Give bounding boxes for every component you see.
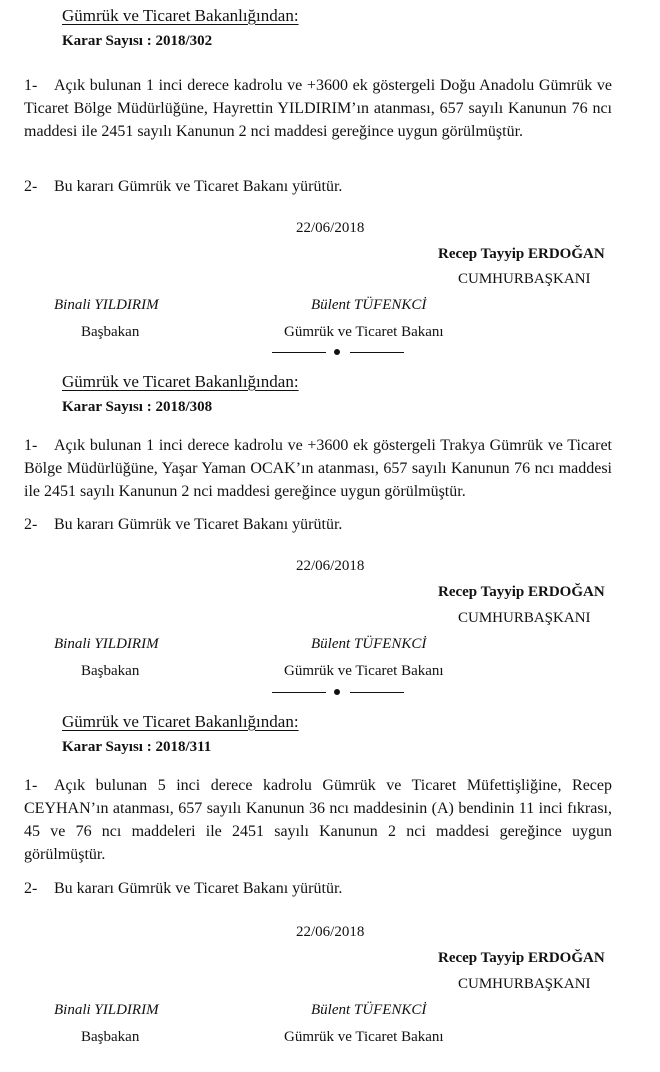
minister-title: Gümrük ve Ticaret Bakanı	[284, 663, 444, 679]
article-1	[24, 434, 612, 503]
minister-title: Gümrük ve Ticaret Bakanı	[284, 1029, 444, 1045]
article-2-number: 2-	[24, 516, 38, 533]
article-1-text: Açık bulunan 5 inci derece kadrolu Gümrük ve Ticaret Müfettişliğine, Recep CEYHAN’ın atanması, 657 sayılı Kanunun 36 ncı maddesinin (A) bendinin 11 inci fıkrası, 45 ve 76 ncı maddeleri ile 2451 sayılı Kanunun 2 nci maddesi gereğince uygun görülmüştür.	[24, 777, 612, 863]
decision-number: Karar Sayısı : 2018/302	[62, 33, 213, 49]
article-2-number: 2-	[24, 178, 38, 195]
president-title: CUMHURBAŞKANI	[458, 271, 591, 287]
minister-name: Bülent TÜFENKCİ	[311, 297, 427, 313]
article-1-number: 1-	[24, 77, 38, 94]
decision-date: 22/06/2018	[296, 924, 365, 940]
prime-minister-title: Başbakan	[81, 324, 140, 340]
article-1-number: 1-	[24, 777, 38, 794]
decision-date: 22/06/2018	[296, 558, 365, 574]
president-name: Recep Tayyip ERDOĞAN	[438, 246, 605, 262]
prime-minister-name: Binali YILDIRIM	[54, 297, 159, 313]
president-title: CUMHURBAŞKANI	[458, 610, 591, 626]
president-name: Recep Tayyip ERDOĞAN	[438, 584, 605, 600]
decision-number: Karar Sayısı : 2018/308	[62, 399, 213, 415]
article-1	[24, 774, 612, 866]
article-2-number: 2-	[24, 880, 38, 897]
article-1-text: Açık bulunan 1 inci derece kadrolu ve +3600 ek göstergeli Doğu Anadolu Gümrük ve Ticaret Bölge Müdürlüğüne, Hayrettin YILDIRIM’ın atanması, 657 sayılı Kanunun 76 ncı maddesi ile 2451 sayılı Kanunun 2 nci maddesi gereğince uygun görülmüştür.	[24, 77, 612, 140]
article-2-text: Bu kararı Gümrük ve Ticaret Bakanı yürütür.	[54, 178, 343, 195]
minister-title: Gümrük ve Ticaret Bakanı	[284, 324, 444, 340]
prime-minister-title: Başbakan	[81, 1029, 140, 1045]
president-name: Recep Tayyip ERDOĞAN	[438, 950, 605, 966]
article-2	[24, 178, 342, 196]
ministry-heading: Gümrük ve Ticaret Bakanlığından:	[62, 372, 299, 391]
article-1-number: 1-	[24, 437, 38, 454]
article-1	[24, 74, 612, 143]
section-separator	[272, 686, 404, 698]
prime-minister-name: Binali YILDIRIM	[54, 636, 159, 652]
section-separator	[272, 346, 404, 358]
article-2-text: Bu kararı Gümrük ve Ticaret Bakanı yürütür.	[54, 516, 343, 533]
article-2-text: Bu kararı Gümrük ve Ticaret Bakanı yürütür.	[54, 880, 343, 897]
article-1-text: Açık bulunan 1 inci derece kadrolu ve +3600 ek göstergeli Trakya Gümrük ve Ticaret Bölge Müdürlüğüne, Yaşar Yaman OCAK’ın atanması, 657 sayılı Kanunun 76 ncı maddesi ile 2451 sayılı Kanunun 2 nci maddesi gereğince uygun görülmüştür.	[24, 437, 612, 500]
article-2	[24, 516, 342, 534]
ministry-heading: Gümrük ve Ticaret Bakanlığından:	[62, 712, 299, 731]
ministry-heading: Gümrük ve Ticaret Bakanlığından:	[62, 6, 299, 25]
article-2	[24, 880, 342, 898]
president-title: CUMHURBAŞKANI	[458, 976, 591, 992]
decision-number: Karar Sayısı : 2018/311	[62, 739, 212, 755]
minister-name: Bülent TÜFENKCİ	[311, 636, 427, 652]
prime-minister-title: Başbakan	[81, 663, 140, 679]
minister-name: Bülent TÜFENKCİ	[311, 1002, 427, 1018]
decision-date: 22/06/2018	[296, 220, 365, 236]
prime-minister-name: Binali YILDIRIM	[54, 1002, 159, 1018]
